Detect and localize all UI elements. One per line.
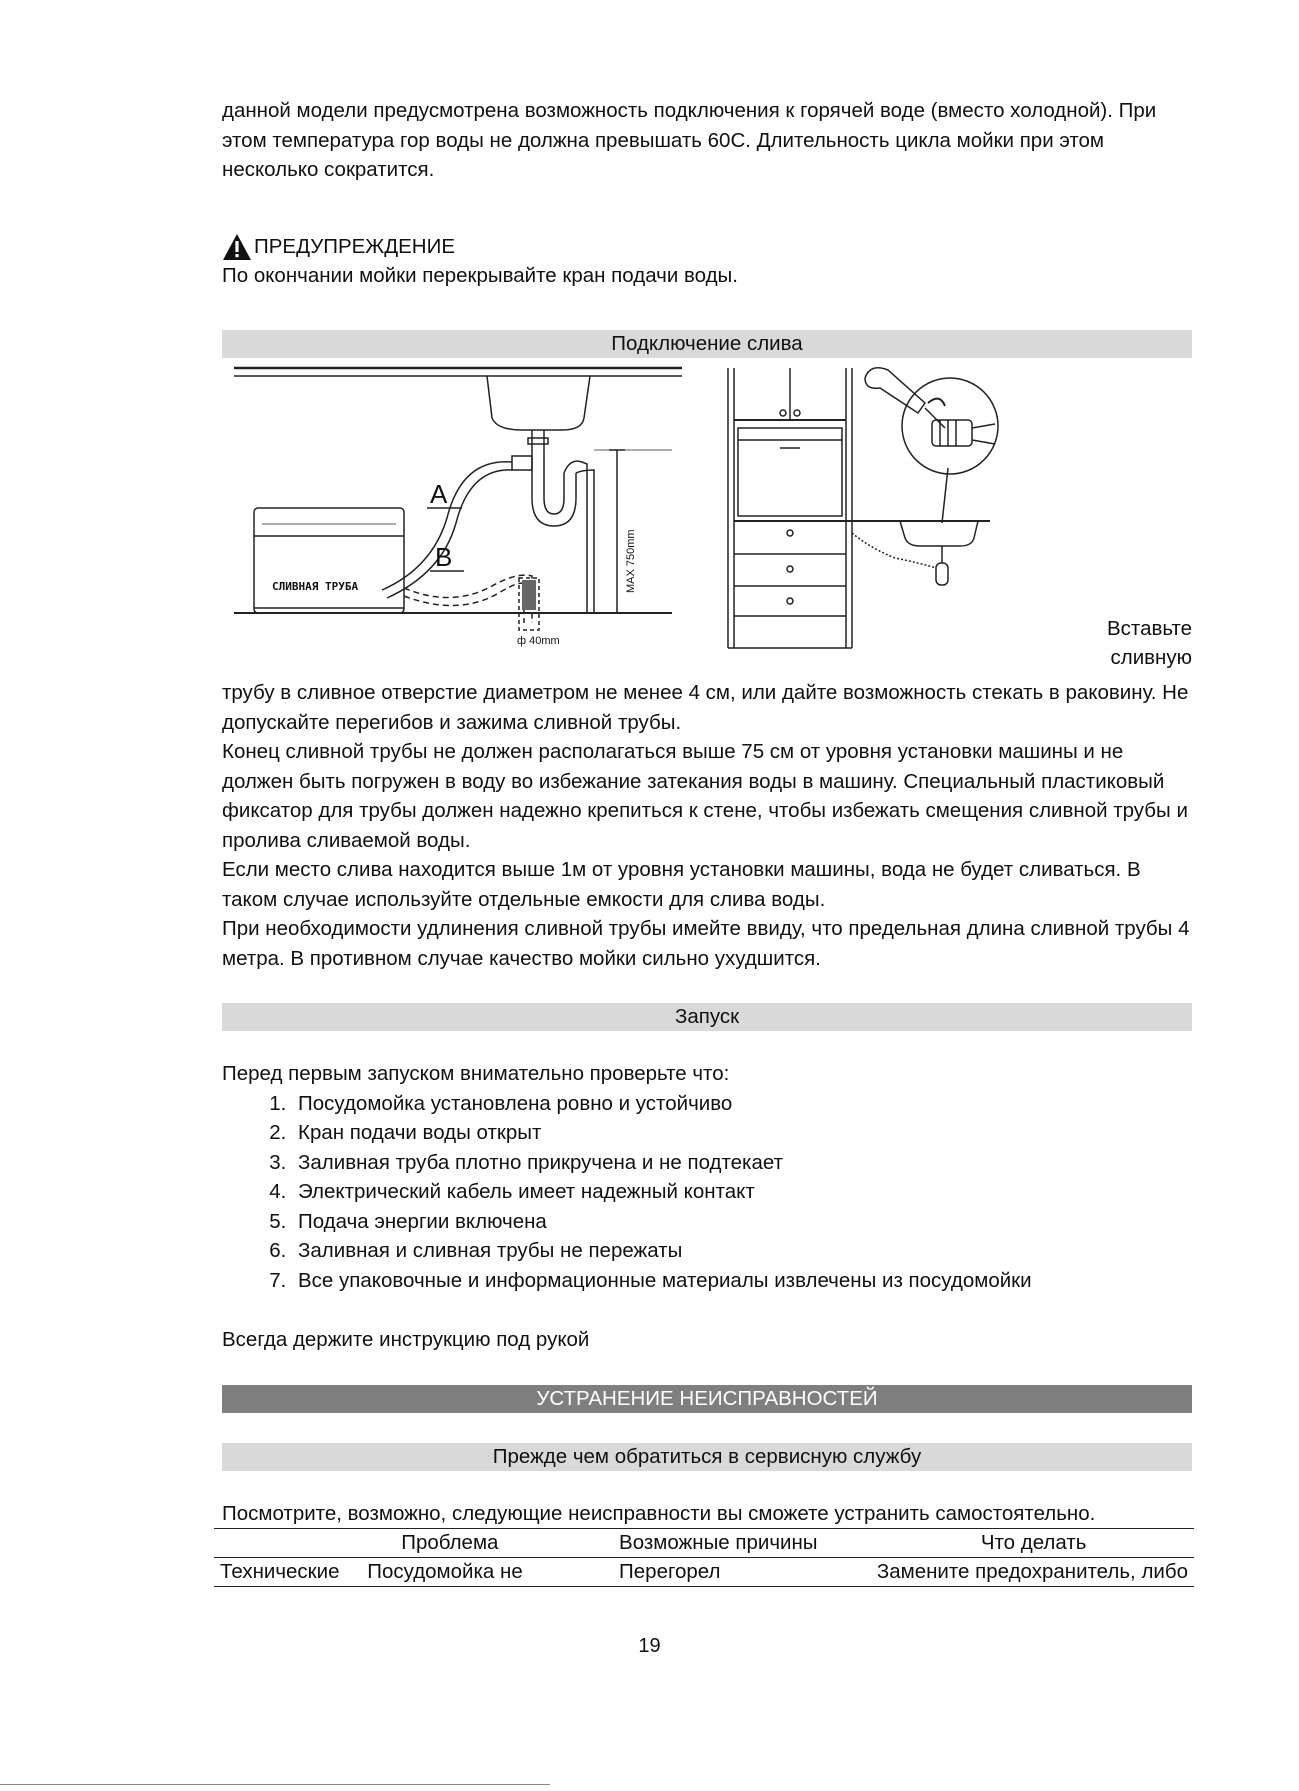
drain-section-title: Подключение слива bbox=[222, 330, 1192, 358]
diameter-label: ф 40mm bbox=[517, 635, 560, 647]
drain-paragraph-2: Конец сливной трубы не должен располагаться выше 75 см от уровня установки машины и не должен быть погружен в воду во избежание затекания воды в машину. Специальный пластиковый фиксатор для трубы должен надежно крепиться к стене, чтобы избежать смещения сливной трубы и пролива сливаемой воды. bbox=[222, 740, 1188, 852]
table-cell: Технические bbox=[220, 1560, 340, 1583]
checklist-item: 7. Все упаковочные и информационные материалы извлечены из посудомойки bbox=[292, 1266, 1192, 1296]
table-header-row bbox=[214, 1529, 1194, 1558]
max-height-label: MAX 750mm bbox=[625, 529, 637, 593]
hose-label: СЛИВНАЯ ТРУБА bbox=[272, 580, 359, 593]
table-header: Проблема bbox=[401, 1531, 499, 1554]
warning-heading bbox=[222, 233, 1192, 261]
drain-paragraph-1: трубу в сливное отверстие диаметром не менее 4 см, или дайте возможность стекать в раковину. Не допускайте перегибов и зажима сливной трубы. bbox=[222, 681, 1189, 734]
table-cell: Перегорел bbox=[619, 1560, 721, 1583]
warning-text: По окончании мойки перекрывайте кран подачи воды. bbox=[222, 263, 738, 287]
checklist-item: 2. Кран подачи воды открыт bbox=[292, 1118, 1192, 1148]
intro-paragraph: данной модели предусмотрена возможность подключения к горячей воде (вместо холодной). При этом температура гор воды не должна превышать 60С. Длительность цикла мойки при этом несколько сократится. bbox=[222, 99, 1157, 181]
checklist-item: 1. Посудомойка установлена ровно и устойчиво bbox=[292, 1089, 1192, 1119]
page-content bbox=[222, 96, 1192, 1587]
footer-rule bbox=[0, 1784, 550, 1785]
label-a: A bbox=[430, 479, 448, 509]
drain-paragraph-4: При необходимости удлинения сливной трубы имейте ввиду, что предельная длина сливной трубы 4 метра. В противном случае качество мойки сильно ухудшится. bbox=[222, 917, 1190, 970]
label-b: B bbox=[435, 542, 453, 572]
table-row bbox=[214, 1558, 1194, 1587]
checklist-item: 3. Заливная труба плотно прикручена и не подтекает bbox=[292, 1148, 1192, 1178]
trouble-table bbox=[214, 1528, 1194, 1587]
warning-title: ПРЕДУПРЕЖДЕНИЕ bbox=[254, 234, 455, 258]
checklist-item: 6. Заливная и сливная трубы не пережаты bbox=[292, 1236, 1192, 1266]
start-section-title: Запуск bbox=[222, 1003, 1192, 1031]
drain-paragraph-3: Если место слива находится выше 1м от уровня установки машины, вода не будет сливаться. В таком случае используйте отдельные емкости для слива воды. bbox=[222, 858, 1141, 911]
checklist-item: 5. Подача энергии включена bbox=[292, 1207, 1192, 1237]
start-intro: Перед первым запуском внимательно проверьте что: bbox=[222, 1062, 730, 1085]
start-footer: Всегда держите инструкцию под рукой bbox=[222, 1328, 590, 1351]
warning-triangle-icon bbox=[222, 233, 252, 261]
drain-diagram-left bbox=[232, 358, 692, 678]
drain-figure bbox=[222, 358, 1192, 678]
table-header: Что делать bbox=[980, 1531, 1087, 1554]
wrap-text-line1: Вставьте bbox=[1106, 617, 1192, 640]
trouble-intro: Посмотрите, возможно, следующие неисправности вы сможете устранить самостоятельно. bbox=[222, 1501, 1096, 1525]
start-checklist bbox=[222, 1089, 1192, 1296]
table-header bbox=[214, 1529, 361, 1558]
trouble-subtitle: Прежде чем обратиться в сервисную службу bbox=[222, 1443, 1192, 1471]
table-cell: Посудомойка не bbox=[367, 1560, 523, 1583]
table-cell: Замените предохранитель, либо bbox=[876, 1560, 1188, 1583]
drain-diagram-right bbox=[720, 358, 1020, 678]
trouble-section-title: УСТРАНЕНИЕ НЕИСПРАВНОСТЕЙ bbox=[222, 1385, 1192, 1413]
checklist-item: 4. Электрический кабель имеет надежный контакт bbox=[292, 1177, 1192, 1207]
page-number: 19 bbox=[638, 1635, 661, 1657]
table-header: Возможные причины bbox=[619, 1531, 818, 1554]
wrap-text-line2: сливную bbox=[1110, 646, 1192, 669]
